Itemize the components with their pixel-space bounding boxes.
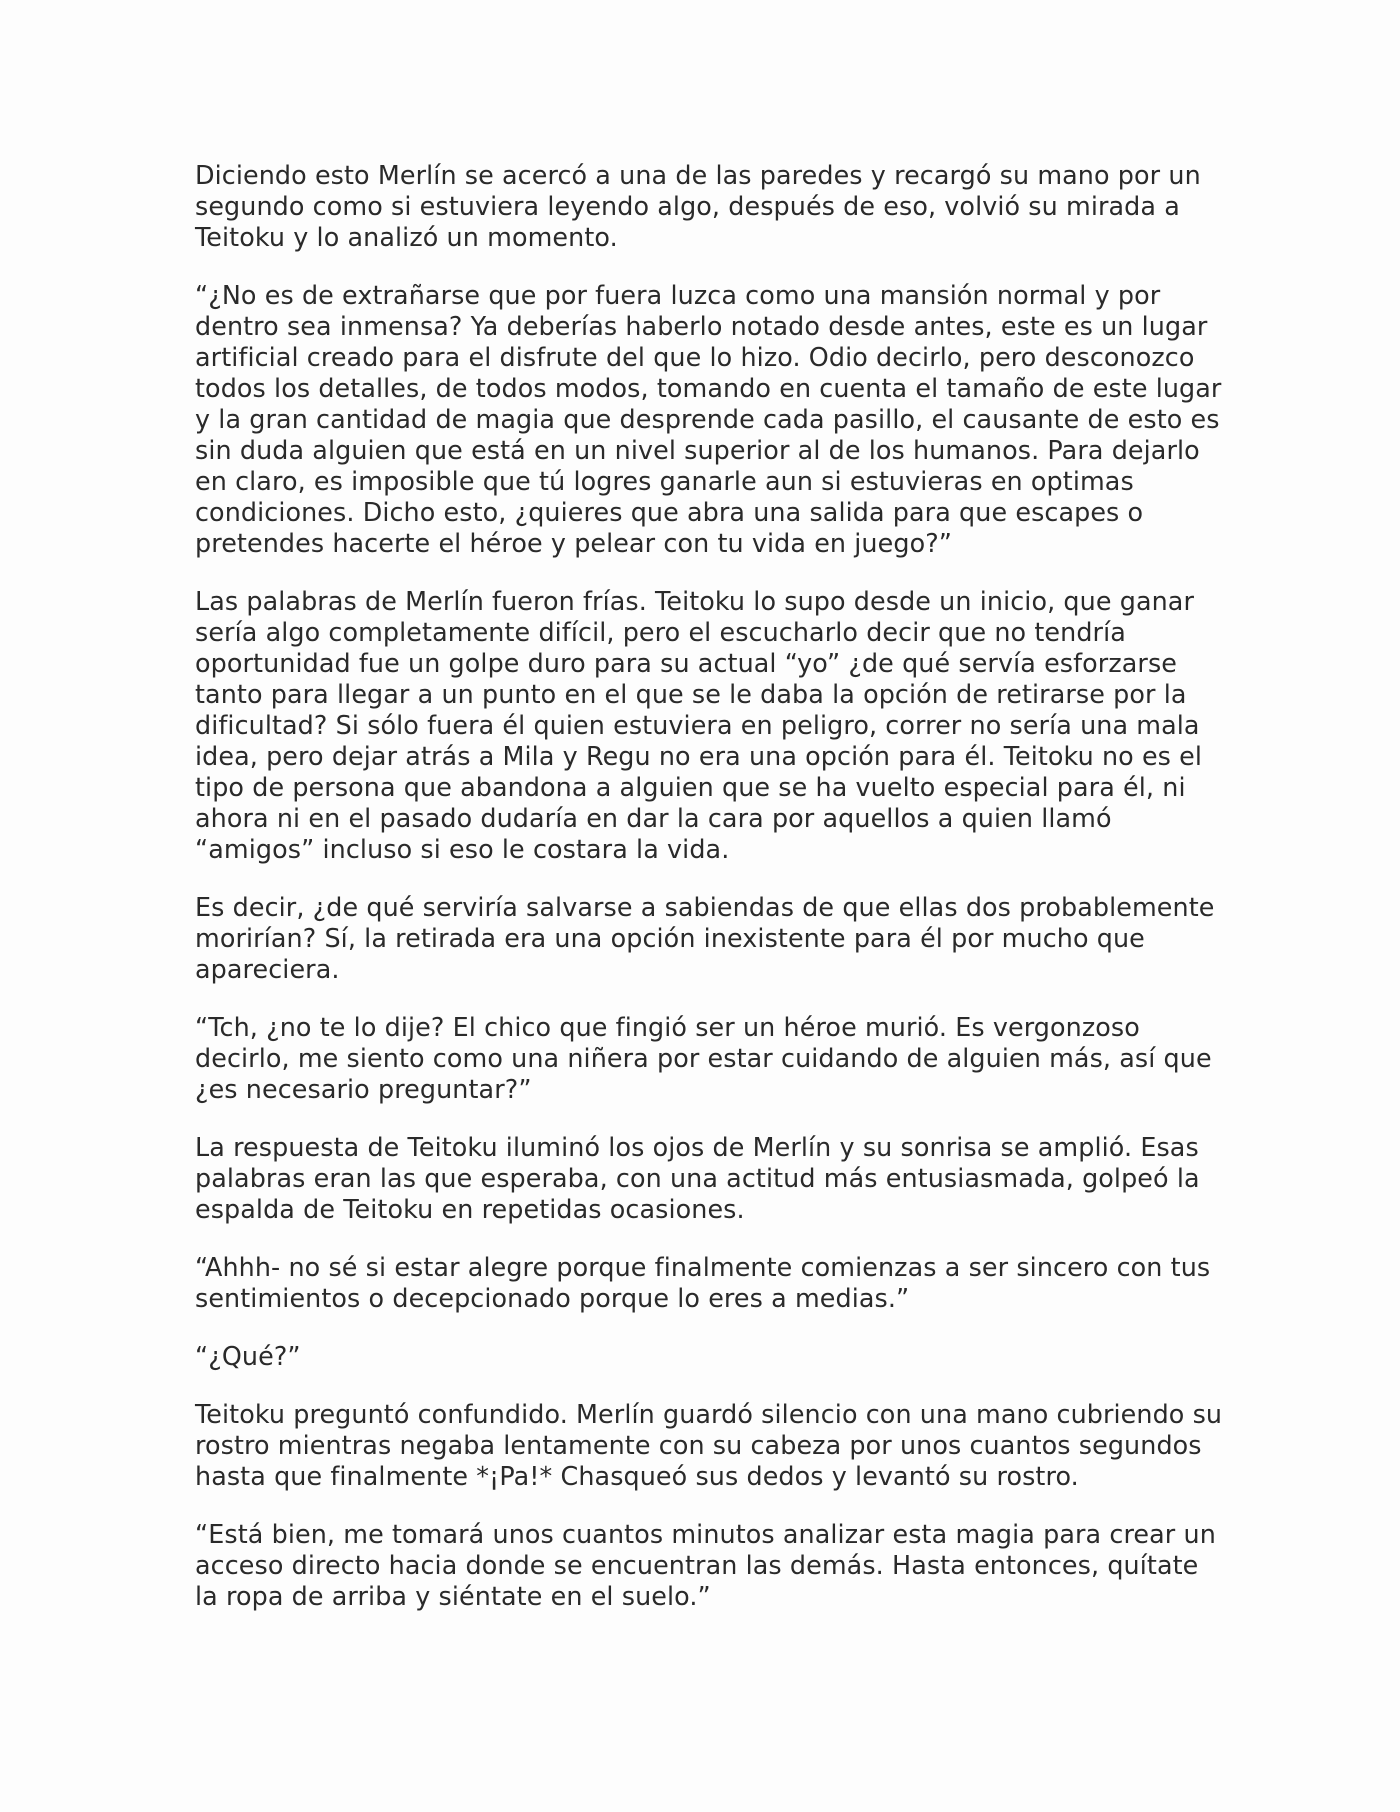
paragraph: La respuesta de Teitoku iluminó los ojos de Merlín y su sonrisa se amplió. Esas palabras eran las que esperaba, con una actitud más entusiasmada, golpeó la espalda de Teitoku en repetidas ocasiones. xyxy=(195,1132,1200,1224)
paragraph: Teitoku preguntó confundido. Merlín guardó silencio con una mano cubriendo su rostro mientras negaba lentamente con su cabeza por unos cuantos segundos hasta que finalmente *¡Pa!* Chasqueó sus dedos y levantó su rostro. xyxy=(195,1399,1223,1491)
paragraph: “Tch, ¿no te lo dije? El chico que fingió ser un héroe murió. Es vergonzoso decirlo, me siento como una niñera por estar cuidando de alguien más, así que ¿es necesario preguntar?” xyxy=(195,1012,1212,1104)
paragraph: “Está bien, me tomará unos cuantos minutos analizar esta magia para crear un acceso directo hacia donde se encuentran las demás. Hasta entonces, quítate la ropa de arriba y siéntate en el suelo.” xyxy=(195,1519,1216,1611)
paragraph: “¿Qué?” xyxy=(195,1341,301,1371)
document-page xyxy=(195,160,1225,1639)
paragraph: Las palabras de Merlín fueron frías. Teitoku lo supo desde un inicio, que ganar sería algo completamente difícil, pero el escucharlo decir que no tendría oportunidad fue un golpe duro para su actual “yo” ¿de qué servía esforzarse tanto para llegar a un punto en el que se le daba la opción de retirarse por la dificultad? Si sólo fuera él quien estuviera en peligro, correr no sería una mala idea, pero dejar atrás a Mila y Regu no era una opción para él. Teitoku no es el tipo de persona que abandona a alguien que se ha vuelto especial para él, ni ahora ni en el pasado dudaría en dar la cara por aquellos a quien llamó “amigos” incluso si eso le costara la vida. xyxy=(195,586,1203,864)
paragraph: Diciendo esto Merlín se acercó a una de las paredes y recargó su mano por un segundo como si estuviera leyendo algo, después de eso, volvió su mirada a Teitoku y lo analizó un momento. xyxy=(195,160,1201,252)
paragraph: Es decir, ¿de qué serviría salvarse a sabiendas de que ellas dos probablemente morirían? Sí, la retirada era una opción inexistente para él por mucho que apareciera. xyxy=(195,892,1215,984)
paragraph: “Ahhh- no sé si estar alegre porque finalmente comienzas a ser sincero con tus sentimientos o decepcionado porque lo eres a medias.” xyxy=(195,1252,1211,1313)
paragraph: “¿No es de extrañarse que por fuera luzca como una mansión normal y por dentro sea inmensa? Ya deberías haberlo notado desde antes, este es un lugar artificial creado para el disfrute del que lo hizo. Odio decirlo, pero desconozco todos los detalles, de todos modos, tomando en cuenta el tamaño de este lugar y la gran cantidad de magia que desprende cada pasillo, el causante de esto es sin duda alguien que está en un nivel superior al de los humanos. Para dejarlo en claro, es imposible que tú logres ganarle aun si estuvieras en optimas condiciones. Dicho esto, ¿quieres que abra una salida para que escapes o pretendes hacerte el héroe y pelear con tu vida en juego?” xyxy=(195,280,1222,558)
